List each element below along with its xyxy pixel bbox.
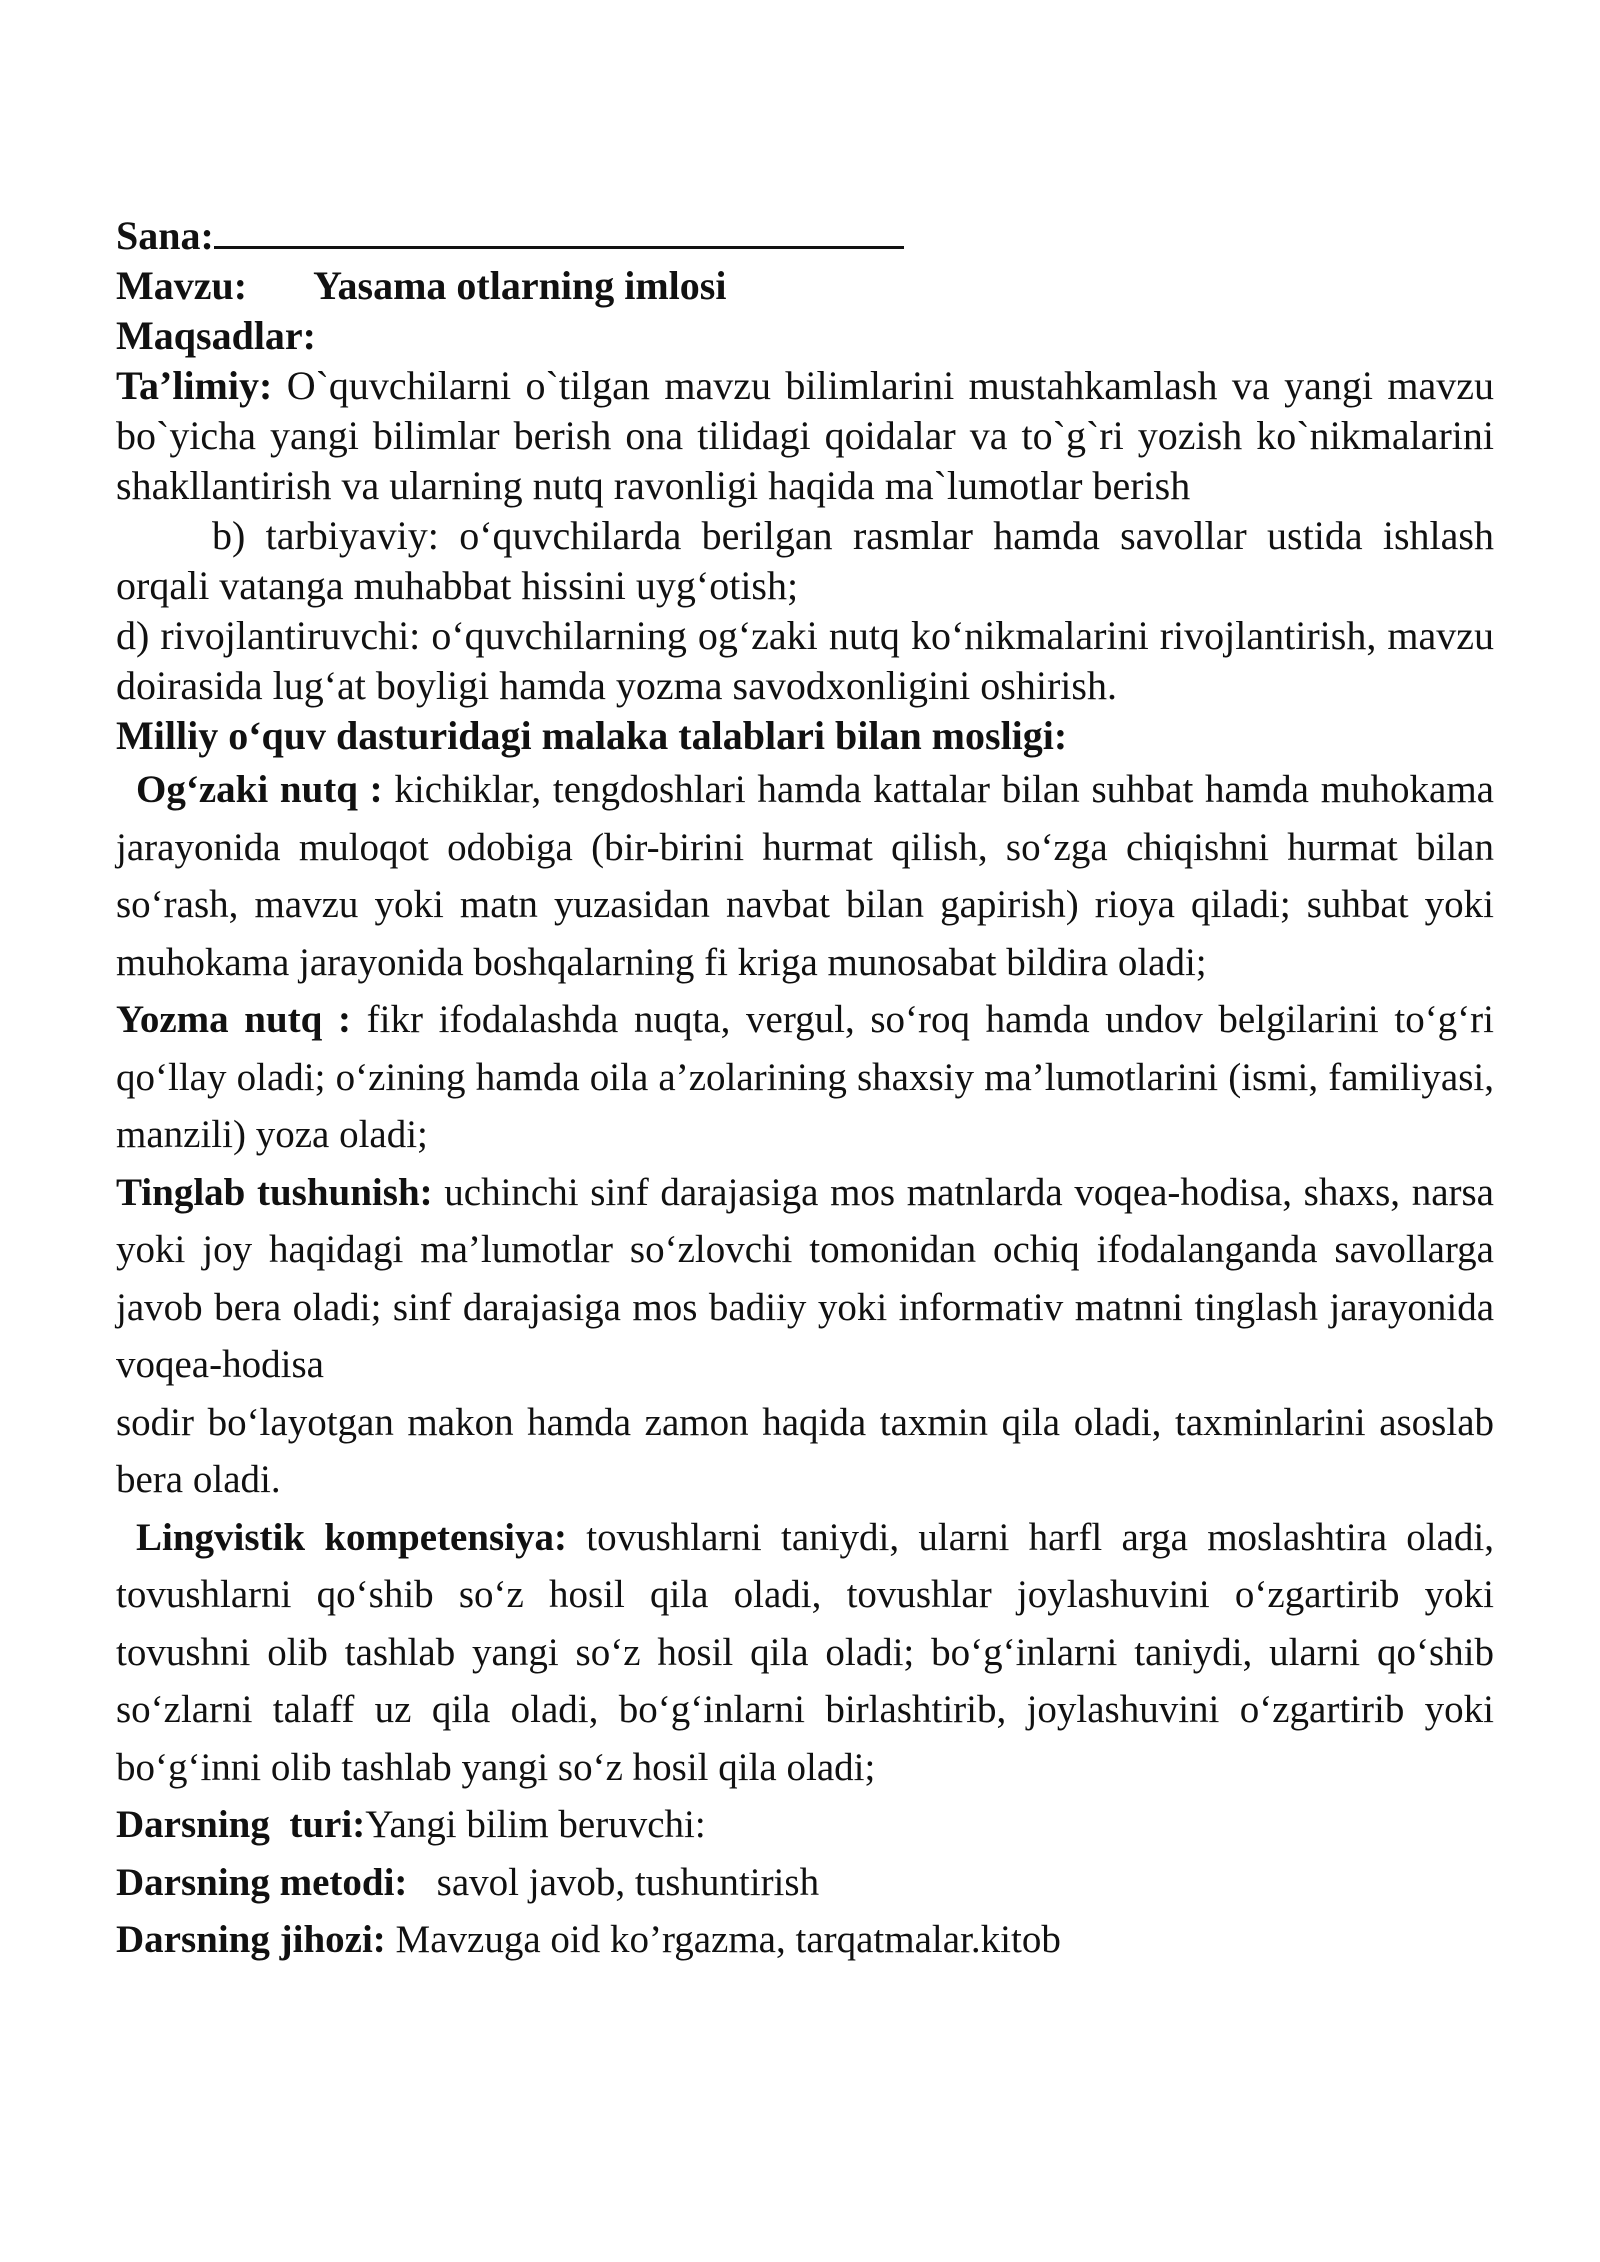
sana-blank-line (214, 210, 904, 249)
lingvistik-paragraph (116, 1509, 1494, 1797)
tinglab-paragraph (116, 1164, 1494, 1394)
tinglab-continuation: sodir bo‘layotgan makon hamda zamon haqida taxmin qila oladi, taxminlarini asoslab bera oladi. (116, 1400, 1494, 1501)
darsning-jihozi-row (116, 1911, 1494, 1969)
talimiy-paragraph (116, 361, 1494, 511)
yozma-label: Yozma nutq : (116, 998, 351, 1041)
darsning-jihozi-label: Darsning jihozi: (116, 1918, 386, 1961)
sana-label: Sana: (116, 213, 214, 258)
darsning-metodi-value: savol javob, tushuntirish (407, 1860, 820, 1904)
mavzu-value: Yasama otlarning imlosi (313, 263, 727, 308)
darsning-turi-value: Yangi bilim beruvchi: (365, 1803, 706, 1846)
darsning-turi-row (116, 1796, 1494, 1854)
sana-row (116, 210, 1494, 261)
darsning-turi-label: Darsning turi: (116, 1803, 366, 1846)
darsning-jihozi-value: Mavzuga oid ko’rgazma, tarqatmalar.kitob (385, 1918, 1061, 1961)
maqsadlar-heading: Maqsadlar: (116, 313, 316, 358)
rivojlantiruvchi-paragraph: d) rivojlantiruvchi: o‘quvchilarning og‘zaki nutq ko‘nikmalarini rivojlantirish, mavzu doirasida lug‘at boyligi hamda yozma savodxonligini oshirish. (116, 613, 1494, 708)
yozma-text: fikr ifodalashda nuqta, vergul, so‘roq hamda undov belgilarini to‘g‘ri qo‘llay oladi; o‘zining hamda oila a’zolarining shaxsiy ma’lumotlarini (ismi, familiyasi, manzili) yoza oladi; (116, 998, 1494, 1156)
tarbiyaviy-paragraph: b) tarbiyaviy: o‘quvchilarda berilgan rasmlar hamda savollar ustida ishlash orqali vatanga muhabbat hissini uyg‘otish; (116, 513, 1494, 608)
ogzaki-paragraph (116, 761, 1494, 991)
yozma-paragraph (116, 991, 1494, 1164)
tinglab-text: uchinchi sinf darajasiga mos matnlarda voqea-hodisa, shaxs, narsa yoki joy haqidagi ma’lumotlar so‘zlovchi tomonidan ochiq ifodalanganda savollarga javob bera oladi; sinf darajasiga mos badiiy yoki informativ matnni tinglash jarayonida voqea-hodisa (116, 1170, 1494, 1386)
milliy-heading: Milliy o‘quv dasturidagi malaka talablari bilan mosligi: (116, 713, 1068, 758)
talimiy-text: O`quvchilarni o`tilgan mavzu bilimlarini mustahkamlash va yangi mavzu bo`yicha yangi bilimlar berish ona tilidagi qoidalar va to`g`ri yozish ko`nikmalarini shakllantirish va ularning nutq ravonligi haqida ma`lumotlar berish (116, 363, 1494, 508)
darsning-metodi-row (116, 1854, 1494, 1912)
lingvistik-text: tovushlarni taniydi, ularni harfl arga moslashtira oladi, tovushlarni qo‘shib so‘z hosil qila oladi, tovushlar joylashuvini o‘zgartirib yoki tovushni olib tashlab yangi so‘z hosil qila oladi; bo‘g‘inlarni taniydi, ularni qo‘shib so‘zlarni talaff uz qila oladi, bo‘g‘inlarni birlashtirib, joylashuvini o‘zgartirib yoki bo‘g‘inni olib tashlab yangi so‘z hosil qila oladi; (116, 1515, 1495, 1789)
lingvistik-label: Lingvistik kompetensiya: (136, 1515, 568, 1559)
talimiy-label: Ta’limiy: (116, 363, 273, 408)
ogzaki-label: Og‘zaki nutq : (136, 768, 383, 811)
darsning-metodi-label: Darsning metodi: (116, 1860, 408, 1904)
tinglab-label: Tinglab tushunish: (116, 1170, 433, 1214)
lesson-plan-page (116, 210, 1494, 1969)
mavzu-label: Mavzu: (116, 263, 248, 308)
mavzu-row (116, 261, 1494, 311)
ogzaki-text: kichiklar, tengdoshlari hamda kattalar bilan suhbat hamda muhokama jarayonida muloqot odobiga (bir-birini hurmat qilish, so‘zga chiqishni hurmat bilan so‘rash, mavzu yoki matn yuzasidan navbat bilan gapirish) rioya qiladi; suhbat yoki muhokama jarayonida boshqalarning fi kriga munosabat bildira oladi; (116, 768, 1494, 984)
